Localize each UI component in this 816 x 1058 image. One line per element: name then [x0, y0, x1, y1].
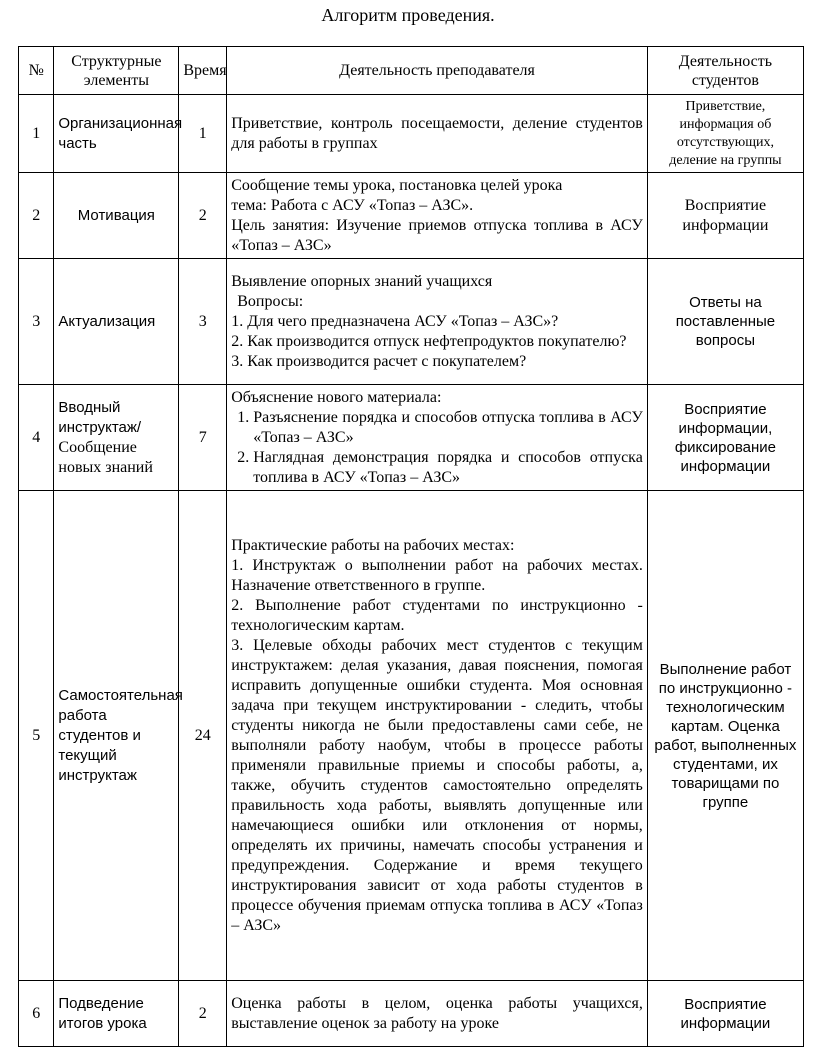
header-elements: Структурные элементы [54, 47, 179, 95]
row-student-activity: Выполнение работ по инструкционно - технологическим картам. Оценка работ, выполненных студентами, их товарищами по группе [647, 491, 803, 981]
table-row [19, 259, 804, 385]
row-teacher-activity [227, 259, 648, 385]
row-number: 5 [19, 491, 54, 981]
row-element: Мотивация [54, 173, 179, 259]
row-number: 2 [19, 173, 54, 259]
row-teacher-activity [227, 173, 648, 259]
teacher-paragraph: 3. Целевые обходы рабочих мест студентов с текущим инструктажем: делая указания, давая пояснения, помогая исправить допущенные ошибки студента. Моя основная задача при текущем инструктировании - следить, чтобы студенты никогда не были предоставлены сами себе, не выполняли работу наобум, чтобы в процессе работы применяли правильные приемы и способы работы, а, также, обучить студентов самостоятельно определять правильность хода работы, выявлять допущенные или намечающиеся ошибки или отклонения от нормы, определять их причины, намечать способы устранения и предупреждения. Содержание и время текущего инструктирования зависит от хода работы студентов в процессе обучения приемам отпуска топлива в АСУ «Топаз – АЗС» [231, 636, 643, 934]
teacher-paragraph: Практические работы на рабочих местах: [231, 536, 515, 554]
page-title: Алгоритм проведения. [321, 5, 495, 25]
row-student-activity: Восприятие информации [647, 173, 803, 259]
table-row [19, 491, 804, 981]
row-number: 4 [19, 385, 54, 491]
list-item: 1. Разъяснение порядка и способов отпуска топлива в АСУ «Топаз – АЗС» [253, 408, 643, 448]
row-teacher-activity [227, 491, 648, 981]
table-header-row [19, 47, 804, 95]
row-time: 3 [179, 259, 227, 385]
table-row [19, 173, 804, 259]
teacher-steps-list [231, 408, 643, 488]
header-time: Время [179, 47, 227, 95]
row-student-activity: Восприятие информации, фиксирование информации [647, 385, 803, 491]
row-time: 2 [179, 173, 227, 259]
question-item: 1. Для чего предназначена АСУ «Топаз – АЗС»? [231, 312, 559, 330]
row-number: 1 [19, 95, 54, 173]
row-number: 3 [19, 259, 54, 385]
teacher-intro: Выявление опорных знаний учащихся [231, 272, 493, 290]
element-line: Вводный инструктаж/ [58, 398, 142, 436]
row-element: Организационная часть [54, 95, 179, 173]
header-students: Деятельность студентов [647, 47, 803, 95]
row-teacher-activity: Оценка работы в целом, оценка работы учащихся, выставление оценок за работу на уроке [227, 981, 648, 1047]
teacher-intro: Объяснение нового материала: [231, 388, 442, 406]
table-row [19, 385, 804, 491]
question-item: 3. Как производится расчет с покупателем? [231, 352, 527, 370]
row-time: 7 [179, 385, 227, 491]
teacher-line: Сообщение темы урока, постановка целей урока [231, 176, 563, 194]
row-student-activity: Ответы на поставленные вопросы [647, 259, 803, 385]
row-time: 2 [179, 981, 227, 1047]
row-time: 24 [179, 491, 227, 981]
table-row [19, 95, 804, 173]
row-number: 6 [19, 981, 54, 1047]
row-teacher-activity [227, 385, 648, 491]
row-element: Актуализация [54, 259, 179, 385]
header-num: № [19, 47, 54, 95]
row-time: 1 [179, 95, 227, 173]
teacher-paragraph: 2. Выполнение работ студентами по инструкционно - технологическим картам. [231, 596, 643, 634]
row-teacher-activity: Приветствие, контроль посещаемости, деление студентов для работы в группах [227, 95, 648, 173]
element-line: Сообщение новых знаний [58, 438, 153, 476]
row-element [54, 385, 179, 491]
teacher-line: Цель занятия: Изучение приемов отпуска топлива в АСУ «Топаз – АЗС» [231, 216, 643, 254]
teacher-questions-label: Вопросы: [237, 292, 304, 310]
header-teacher: Деятельность преподавателя [227, 47, 648, 95]
table-row [19, 981, 804, 1047]
row-element: Самостоятельная работа студентов и текущий инструктаж [54, 491, 179, 981]
question-item: 2. Как производится отпуск нефтепродуктов покупателю? [231, 332, 627, 350]
lesson-algorithm-table [18, 46, 804, 1047]
teacher-line: тема: Работа с АСУ «Топаз – АЗС». [231, 196, 474, 214]
row-student-activity: Приветствие, информация об отсутствующих, деление на группы [647, 95, 803, 173]
list-item: 2. Наглядная демонстрация порядка и способов отпуска топлива в АСУ «Топаз – АЗС» [253, 448, 643, 488]
row-student-activity: Восприятие информации [647, 981, 803, 1047]
row-element: Подведение итогов урока [54, 981, 179, 1047]
teacher-paragraph: 1. Инструктаж о выполнении работ на рабочих местах. Назначение ответственного в группе. [231, 556, 643, 594]
